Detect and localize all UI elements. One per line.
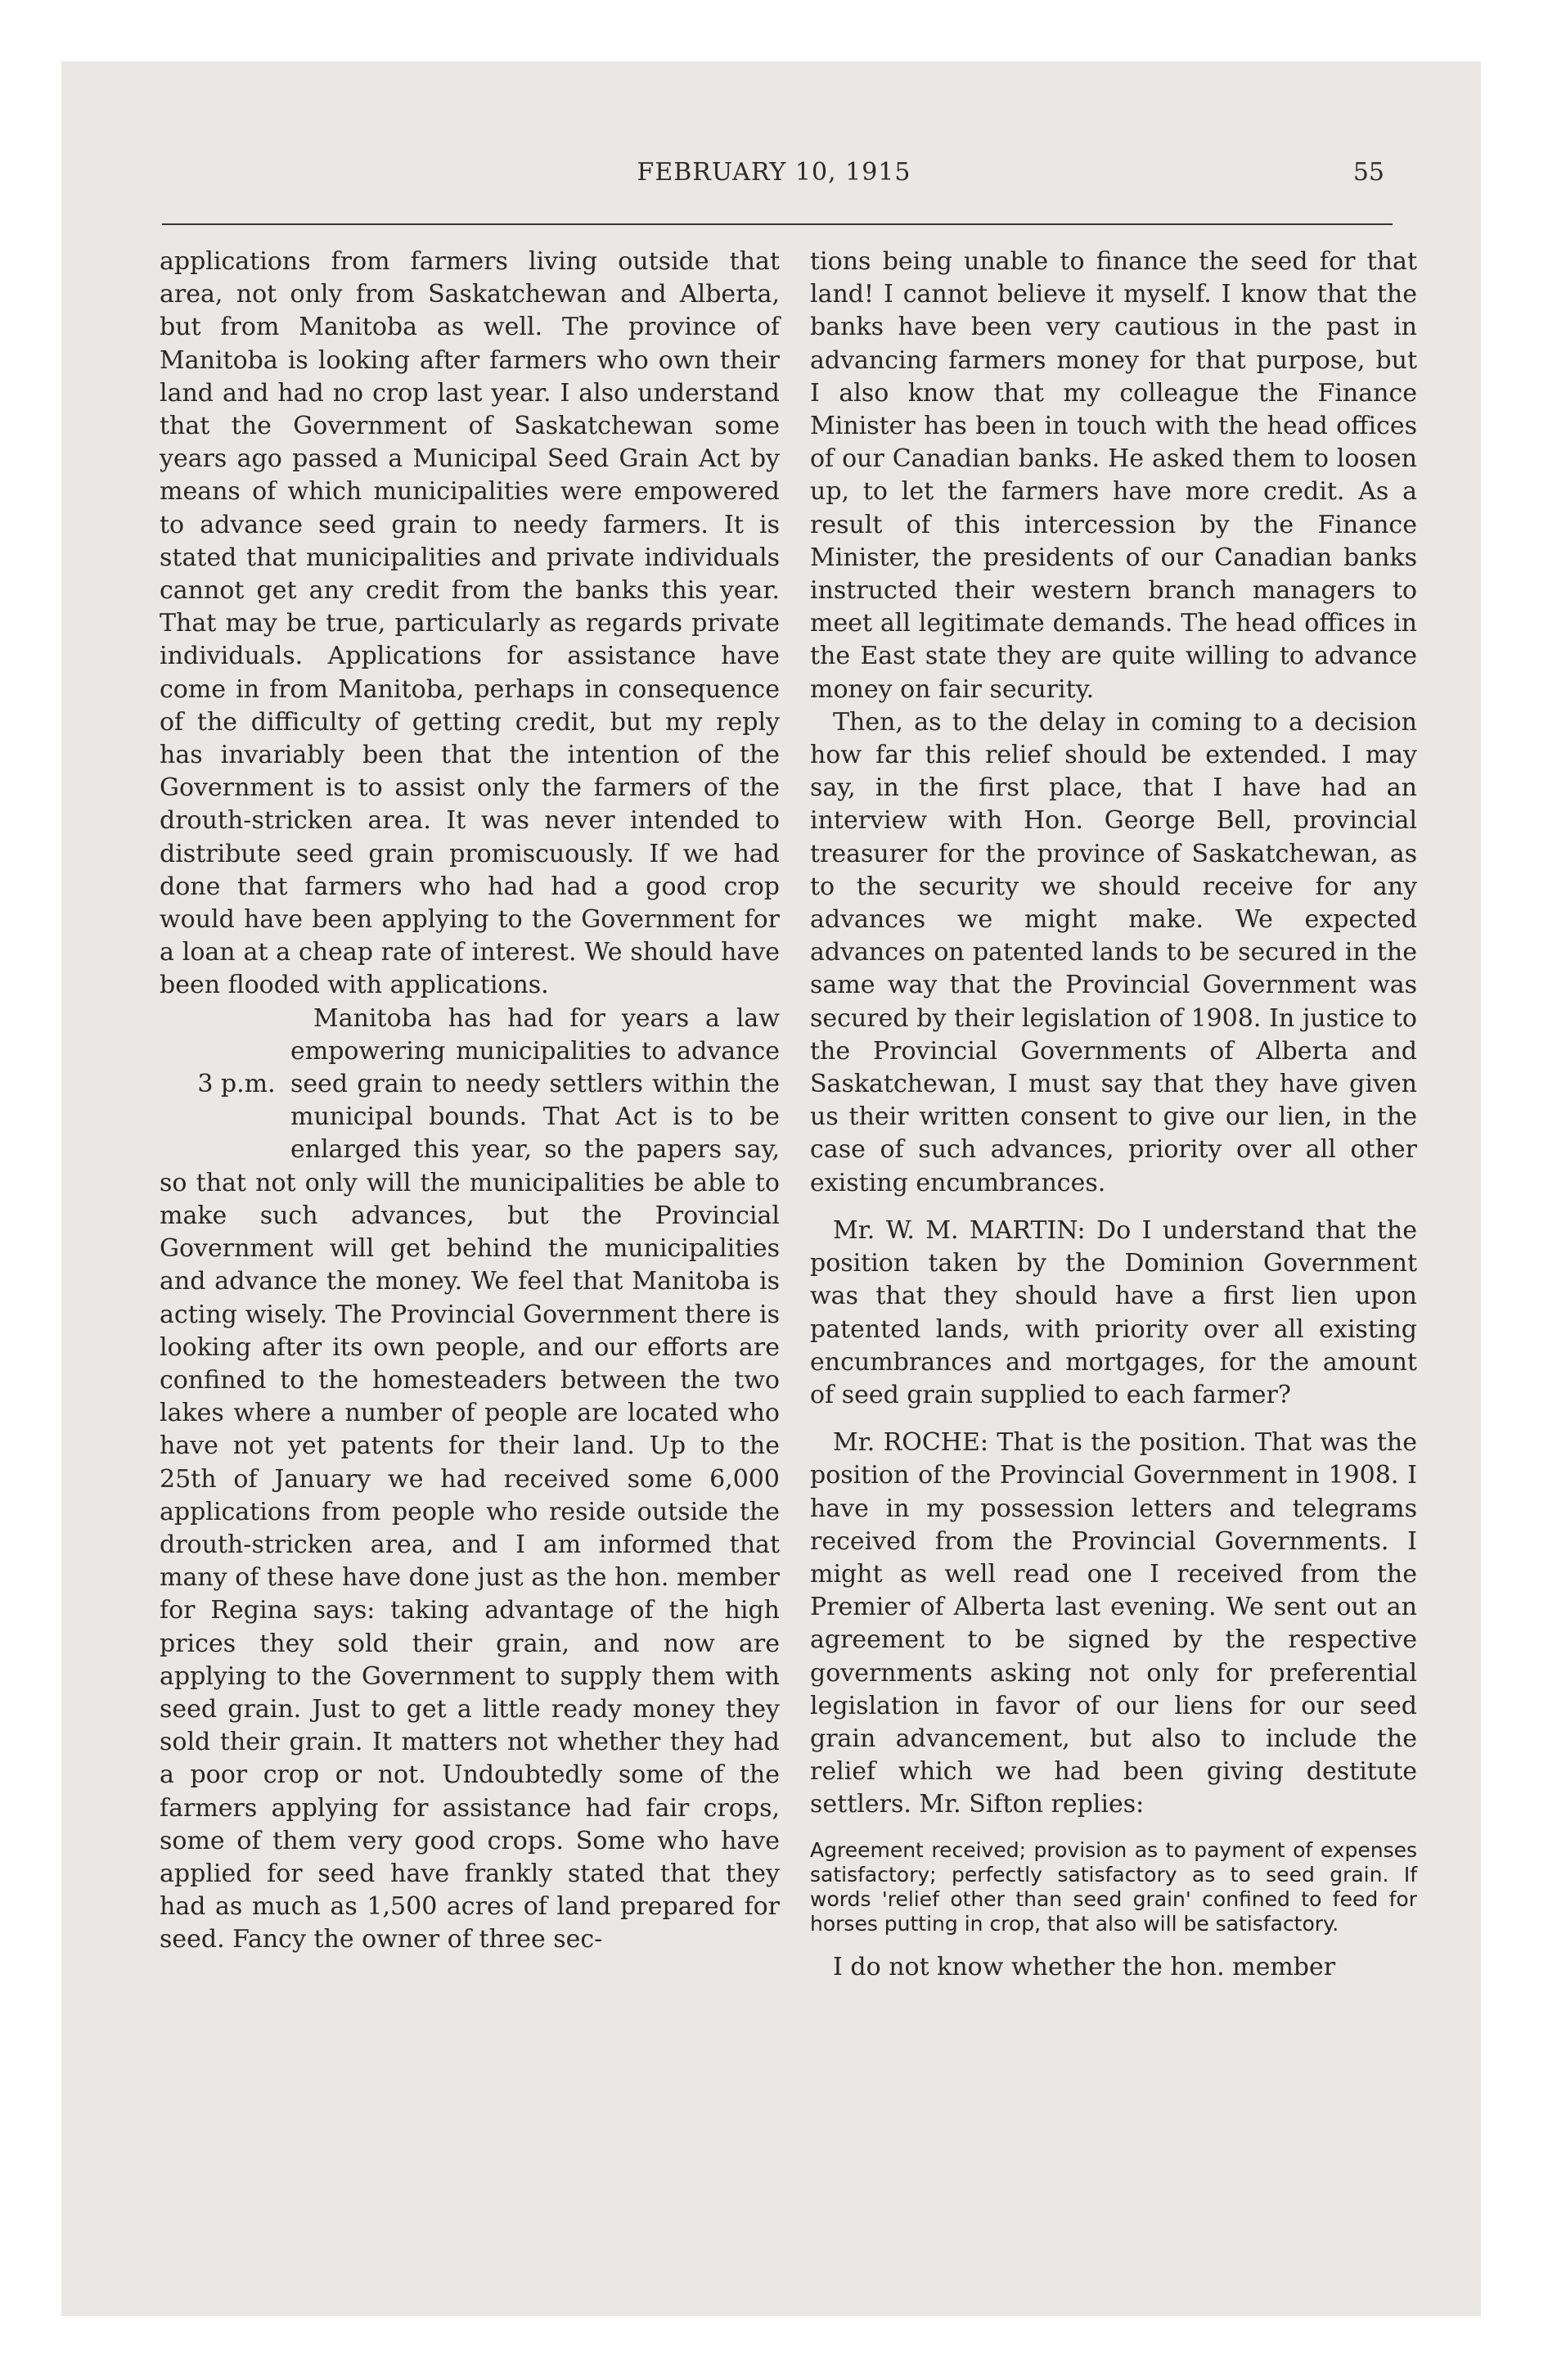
page-header xyxy=(155,94,1393,187)
paragraph: Then, as to the delay in coming to a decision how far this relief should be extended. I may say, in the first place, that I have had an interview with Hon. George Bell, provincial treasurer for the province of Saskatchewan, as to the security we should receive for any advances we might make. We expected advances on patented lands to be secured in the same way that the Provincial Government was secured by their legislation of 1908. In justice to the Provincial Governments of Alberta and Saskatchewan, I must say that they have given us their written consent to give our lien, in the case of such advances, priority over all other existing encumbrances. xyxy=(810,707,1417,1197)
left-column xyxy=(160,246,780,1957)
speech-roche: Mr. ROCHE: That is the position. That was the position of the Provincial Government in 1908. I have in my possession letters and telegrams received from the Provincial Governments. I might as well read one I received from the Premier of Alberta last evening. We sent out an agreement to be signed by the respective governments asking not only for preferential legislation in favor of our liens for our seed grain advancement, but also to include the relief which we had been giving destitute settlers. Mr. Sifton replies: xyxy=(810,1428,1417,1819)
speech-martin: Mr. W. M. MARTIN: Do I understand that the position taken by the Dominion Government was that they should have a first lien upon patented lands, with priority over all existing encumbrances and mortgages, for the amount of seed grain supplied to each farmer? xyxy=(810,1215,1417,1409)
header-date: FEBRUARY 10, 1915 xyxy=(637,158,911,187)
paragraph: I do not know whether the hon. member xyxy=(833,1952,1336,1981)
paragraph: applications from farmers living outside that area, not only from Saskatchewan and Alberta, but from Manitoba as well. The province of Manitoba is looking after farmers who own their land and had no crop last year. I also understand that the Government of Saskatchewan some years ago passed a Municipal Seed Grain Act by means of which municipalities were empowered to advance seed grain to needy farmers. It is stated that municipalities and private individuals cannot get any credit from the banks this year. That may be true, particularly as regards private individuals. Applications for assistance have come in from Manitoba, perhaps in consequence of the difficulty of getting credit, but my reply has invariably been that the intention of the Government is to assist only the farmers of the drouth-stricken area. It was never intended to distribute seed grain promiscuously. If we had done that farmers who had had a good crop would have been applying to the Government for a loan at a cheap rate of interest. We should have been flooded with applications. xyxy=(160,247,780,1000)
telegram-quote: Agreement received; provision as to payment of expenses satisfactory; perfectly satisfactory as to seed grain. If words 'relief other than seed grain' confined to feed for horses putting in crop, that also will be satisfactory. xyxy=(810,1837,1417,1936)
paragraph-text: Manitoba has had for years a law empowering municipalities to advance seed grain to needy settlers within the municipal bounds. That Act is to be enlarged this year, so the papers say, so that not only will the municipalities be able to make such advances, but the Provincial Government will get behind the municipalities and advance the money. We feel that Manitoba is acting wisely. The Provincial Government there is looking after its own people, and our efforts are confined to the homesteaders between the two lakes where a number of people are located who have not yet patents for their land. Up to the 25th of January we had received some 6,000 applications from people who reside outside the drouth-stricken area, and I am informed that many of these have done just as the hon. member for Regina says: taking advantage of the high prices they sold their grain, and now are applying to the Government to supply them with seed grain. Just to get a little ready money they sold their grain. It matters not whether they had a poor crop or not. Undoubtedly some of the farmers applying for assistance had fair crops, some of them very good crops. Some who have applied for seed have frankly stated that they had as much as 1,500 acres of land prepared for seed. Fancy the owner of three sec- xyxy=(160,1003,780,1954)
paragraph: tions being unable to finance the seed for that land! I cannot believe it myself. I know that the banks have been very cautious in the past in advancing farmers money for that purpose, but I also know that my colleague the Finance Minister has been in touch with the head offices of our Canadian banks. He asked them to loosen up, to let the farmers have more credit. As a result of this intercession by the Finance Minister, the presidents of our Canadian banks instructed their western branch managers to meet all legitimate demands. The head offices in the East state they are quite willing to advance money on fair security. xyxy=(810,247,1417,704)
header-rule xyxy=(162,223,1393,225)
paragraph xyxy=(160,1003,780,1957)
time-margin-note: 3 p.m. xyxy=(197,1069,276,1098)
page-number: 55 xyxy=(1352,158,1384,187)
right-column xyxy=(810,246,1417,1984)
